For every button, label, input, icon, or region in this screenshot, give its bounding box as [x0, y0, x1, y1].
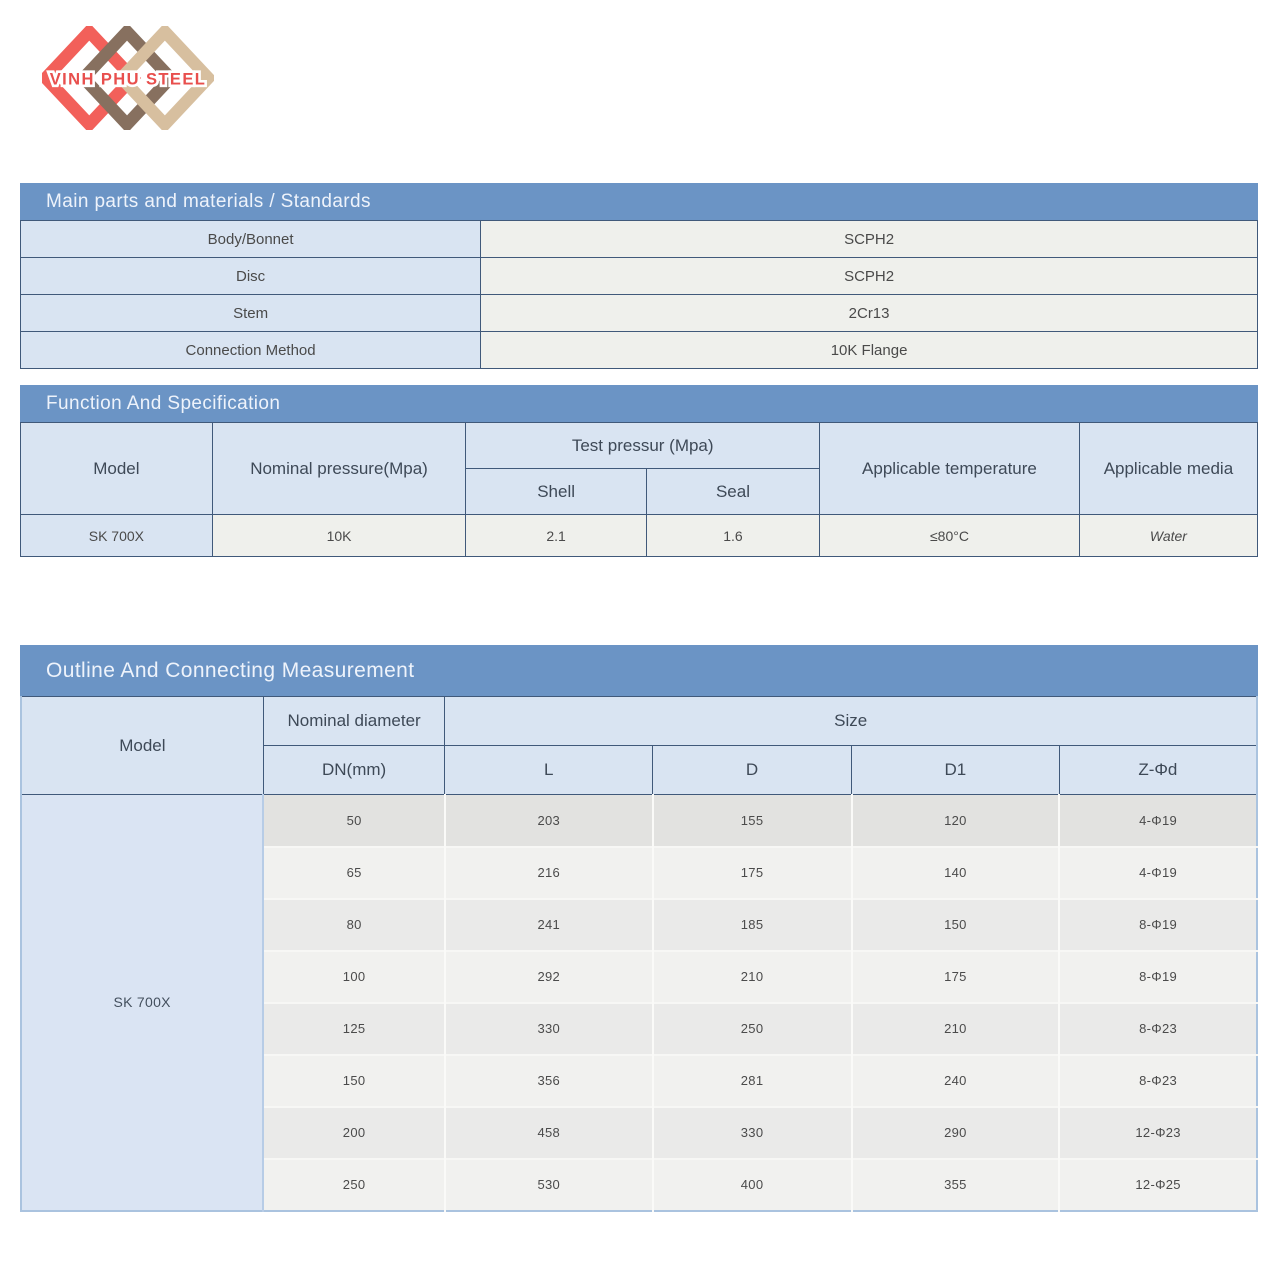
function-spec-table — [20, 385, 1258, 557]
col-header-nominal-pressure: Nominal pressure(Mpa) — [212, 423, 466, 515]
part-material: 10K Flange — [481, 332, 1258, 369]
dn-value: 50 — [263, 795, 445, 847]
d-value: 175 — [653, 847, 852, 899]
col-header-dn: DN(mm) — [263, 746, 445, 795]
l-value: 330 — [445, 1003, 653, 1055]
z-value: 4-Φ19 — [1059, 795, 1257, 847]
outline-measurement-table — [20, 645, 1258, 1212]
l-value: 216 — [445, 847, 653, 899]
function-spec-title: Function And Specification — [20, 385, 1258, 422]
part-material: 2Cr13 — [481, 295, 1258, 332]
col-header-d: D — [653, 746, 852, 795]
col-header-l: L — [445, 746, 653, 795]
part-label: Connection Method — [21, 332, 481, 369]
part-material: SCPH2 — [481, 258, 1258, 295]
col-header-test-pressure: Test pressur (Mpa) — [466, 423, 820, 469]
spec-data-row — [21, 515, 1258, 557]
z-value: 4-Φ19 — [1059, 847, 1257, 899]
part-label: Disc — [21, 258, 481, 295]
col-header-model: Model — [21, 697, 263, 795]
size-row — [21, 795, 1257, 847]
part-label: Stem — [21, 295, 481, 332]
d-value: 155 — [653, 795, 852, 847]
col-header-size: Size — [445, 697, 1257, 746]
z-value: 8-Φ19 — [1059, 951, 1257, 1003]
dn-value: 125 — [263, 1003, 445, 1055]
d-value: 281 — [653, 1055, 852, 1107]
d1-value: 175 — [852, 951, 1060, 1003]
logo-text: VINH PHU STEEL — [49, 69, 207, 89]
z-value: 8-Φ23 — [1059, 1055, 1257, 1107]
l-value: 356 — [445, 1055, 653, 1107]
l-value: 292 — [445, 951, 653, 1003]
part-label: Body/Bonnet — [21, 221, 481, 258]
interlocked-diamonds-icon — [42, 26, 214, 130]
col-header-z-phi-d: Z-Φd — [1059, 746, 1257, 795]
d-value: 185 — [653, 899, 852, 951]
d1-value: 150 — [852, 899, 1060, 951]
temperature-value: ≤80°C — [820, 515, 1080, 557]
col-header-applicable-temperature: Applicable temperature — [820, 423, 1080, 515]
d1-value: 240 — [852, 1055, 1060, 1107]
dn-value: 100 — [263, 951, 445, 1003]
d-value: 400 — [653, 1159, 852, 1211]
d1-value: 120 — [852, 795, 1060, 847]
d1-value: 140 — [852, 847, 1060, 899]
header-row — [21, 423, 1258, 469]
l-value: 241 — [445, 899, 653, 951]
table-row — [21, 332, 1258, 369]
main-parts-title: Main parts and materials / Standards — [20, 183, 1258, 220]
seal-value: 1.6 — [646, 515, 819, 557]
col-header-d1: D1 — [852, 746, 1060, 795]
d1-value: 355 — [852, 1159, 1060, 1211]
dn-value: 200 — [263, 1107, 445, 1159]
outline-measurement-title: Outline And Connecting Measurement — [20, 645, 1258, 696]
d1-value: 210 — [852, 1003, 1060, 1055]
table-row — [21, 295, 1258, 332]
d-value: 250 — [653, 1003, 852, 1055]
l-value: 458 — [445, 1107, 653, 1159]
z-value: 8-Φ19 — [1059, 899, 1257, 951]
model-value: SK 700X — [21, 795, 263, 1211]
table-row — [21, 221, 1258, 258]
l-value: 530 — [445, 1159, 653, 1211]
d-value: 210 — [653, 951, 852, 1003]
col-header-applicable-media: Applicable media — [1079, 423, 1257, 515]
main-parts-table — [20, 183, 1258, 369]
media-value: Water — [1079, 515, 1257, 557]
nominal-pressure-value: 10K — [212, 515, 466, 557]
l-value: 203 — [445, 795, 653, 847]
dn-value: 150 — [263, 1055, 445, 1107]
d-value: 330 — [653, 1107, 852, 1159]
table-row — [21, 258, 1258, 295]
col-header-seal: Seal — [646, 469, 819, 515]
col-header-nominal-diameter: Nominal diameter — [263, 697, 445, 746]
z-value: 12-Φ25 — [1059, 1159, 1257, 1211]
d1-value: 290 — [852, 1107, 1060, 1159]
col-header-shell: Shell — [466, 469, 647, 515]
z-value: 8-Φ23 — [1059, 1003, 1257, 1055]
dn-value: 80 — [263, 899, 445, 951]
part-material: SCPH2 — [481, 221, 1258, 258]
model-value: SK 700X — [21, 515, 213, 557]
dn-value: 65 — [263, 847, 445, 899]
header-row — [21, 697, 1257, 746]
z-value: 12-Φ23 — [1059, 1107, 1257, 1159]
shell-value: 2.1 — [466, 515, 647, 557]
col-header-model: Model — [21, 423, 213, 515]
brand-logo — [42, 26, 214, 135]
dn-value: 250 — [263, 1159, 445, 1211]
